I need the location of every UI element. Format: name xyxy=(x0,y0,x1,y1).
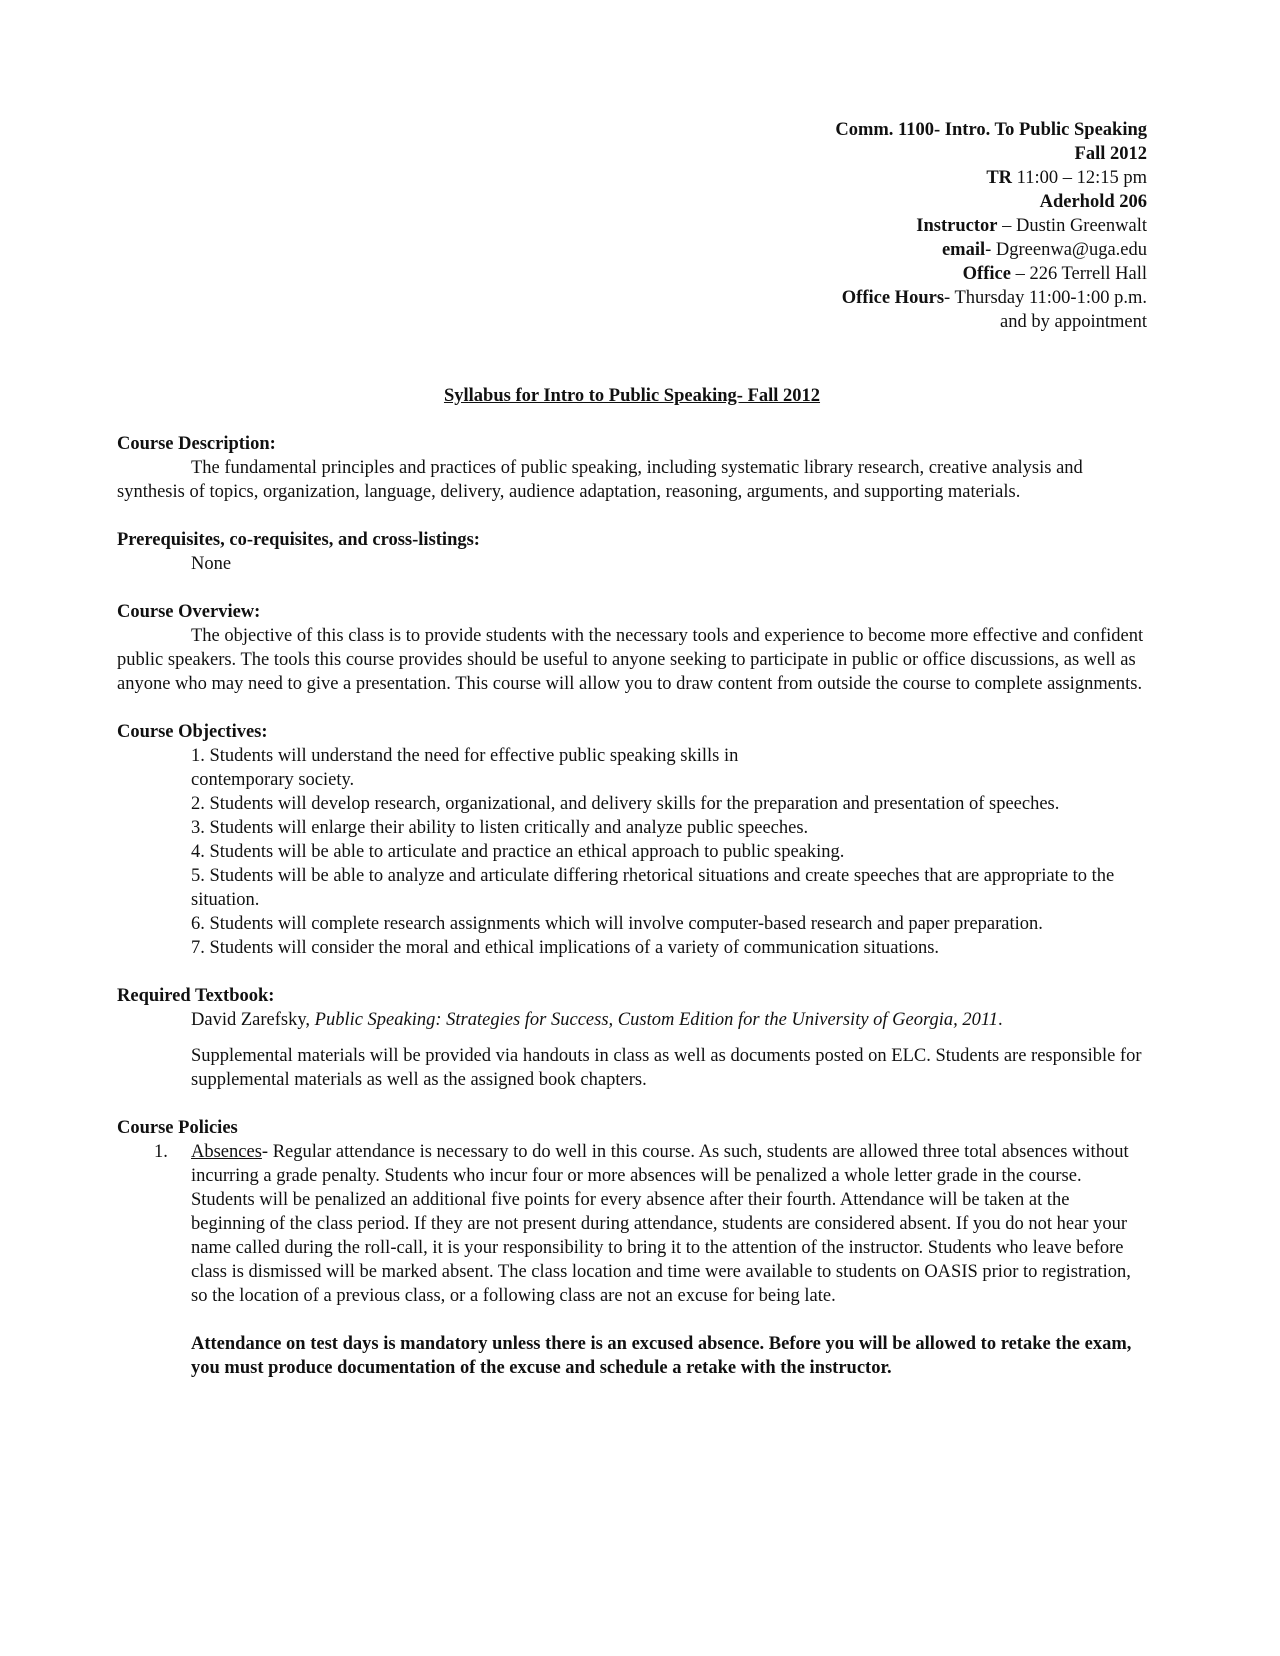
course-header xyxy=(117,118,1147,334)
section-body: The fundamental principles and practices of public speaking, including systematic library research, creative analysis and synthesis of topics, organization, language, delivery, audience adaptation, reasoning, arguments, and supporting materials. xyxy=(117,458,1083,502)
supplemental-materials: Supplemental materials will be provided via handouts in class as well as documents posted on ELC. Students are responsible for supplemental materials as well as the assigned book chapters. xyxy=(191,1046,1142,1090)
list-item: 2. Students will develop research, organizational, and delivery skills for the preparation and presentation of speeches. xyxy=(191,794,1060,814)
policy-item-absences xyxy=(117,1140,1147,1308)
class-time: 11:00 – 12:15 pm xyxy=(1012,168,1147,188)
appointment-note: and by appointment xyxy=(1000,312,1147,332)
textbook-author: David Zarefsky, xyxy=(191,1010,315,1030)
section-heading: Course Policies xyxy=(117,1118,238,1138)
section-heading: Course Overview: xyxy=(117,602,261,622)
list-item: 6. Students will complete research assignments which will involve computer-based research and paper preparation. xyxy=(191,914,1043,934)
absences-text: - Regular attendance is necessary to do well in this course. As such, students are allowed three total absences without incurring a grade penalty. Students who incur four or more absences will be penalized a whole letter grade in the course. Students will be penalized an additional five points for every absence after their fourth. Attendance will be taken at the beginning of the class period. If they are not present during attendance, students are considered absent. If you do not hear your name called during the roll-call, it is your responsibility to bring it to the attention of the instructor. Students who leave before class is dismissed will be marked absent. The class location and time were available to students on OASIS prior to registration, so the location of a previous class, or a following class are not an excuse for being late. xyxy=(191,1142,1131,1306)
absences-label: Absences xyxy=(191,1142,262,1162)
instructor-label: Instructor xyxy=(916,216,998,236)
textbook-citation xyxy=(117,1008,1147,1032)
section-heading: Prerequisites, co-requisites, and cross-listings: xyxy=(117,530,480,550)
page-title: Syllabus for Intro to Public Speaking- Fall 2012 xyxy=(443,386,821,406)
section-body: The objective of this class is to provide students with the necessary tools and experience to become more effective and confident public speakers. The tools this course provides should be useful to anyone seeking to participate in public or office discussions, as well as anyone who may need to give a presentation. This course will allow you to draw content from outside the course to complete assignments. xyxy=(117,626,1144,694)
course-policies-section xyxy=(117,1116,1147,1380)
office-hours: - Thursday 11:00-1:00 p.m. xyxy=(944,288,1147,308)
course-name: Comm. 1100- Intro. To Public Speaking xyxy=(835,120,1147,140)
section-heading: Course Objectives: xyxy=(117,722,268,742)
required-textbook-section xyxy=(117,984,1147,1092)
list-item: 5. Students will be able to analyze and articulate differing rhetorical situations and create speeches that are appropriate to the situation. xyxy=(191,866,1115,910)
test-days-policy: Attendance on test days is mandatory unless there is an excused absence. Before you will be allowed to retake the exam, you must produce documentation of the excuse and schedule a retake with the instructor. xyxy=(191,1334,1132,1378)
list-item: 3. Students will enlarge their ability to listen critically and analyze public speeches. xyxy=(191,818,809,838)
days-label: TR xyxy=(986,168,1013,188)
list-item: 7. Students will consider the moral and ethical implications of a variety of communication situations. xyxy=(191,938,940,958)
class-room: Aderhold 206 xyxy=(1039,192,1147,212)
section-body: None xyxy=(191,554,232,574)
course-description-section xyxy=(117,432,1147,504)
course-objectives-section xyxy=(117,720,1147,960)
objectives-list xyxy=(117,744,1147,960)
citation-period: . xyxy=(998,1010,1003,1030)
email-label: email xyxy=(941,240,986,260)
list-item: 4. Students will be able to articulate and practice an ethical approach to public speaking. xyxy=(191,842,845,862)
office-hours-label: Office Hours xyxy=(841,288,945,308)
list-item: 1. Students will understand the need for effective public speaking skills in xyxy=(191,746,739,766)
prerequisites-section xyxy=(117,528,1147,576)
section-heading: Required Textbook: xyxy=(117,986,275,1006)
textbook-edition: , Custom Edition for the University of Georgia, 2011 xyxy=(608,1010,999,1030)
office-label: Office xyxy=(962,264,1011,284)
course-overview-section xyxy=(117,600,1147,696)
list-item: contemporary society. xyxy=(191,770,355,790)
textbook-title: Public Speaking: Strategies for Success xyxy=(314,1010,609,1030)
office-location: – 226 Terrell Hall xyxy=(1010,264,1147,284)
course-term: Fall 2012 xyxy=(1074,144,1147,164)
instructor-name: – Dustin Greenwalt xyxy=(997,216,1147,236)
section-heading: Course Description: xyxy=(117,434,276,454)
document-page xyxy=(117,118,1147,1380)
list-number: 1. xyxy=(154,1142,168,1162)
instructor-email: - Dgreenwa@uga.edu xyxy=(985,240,1147,260)
